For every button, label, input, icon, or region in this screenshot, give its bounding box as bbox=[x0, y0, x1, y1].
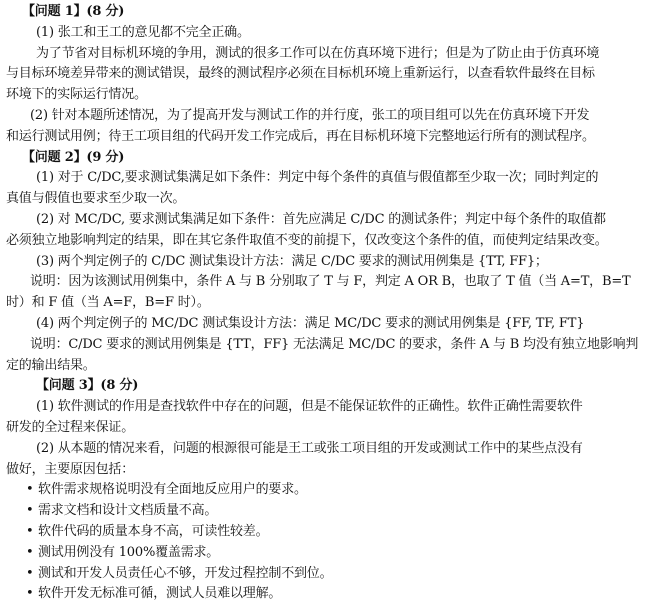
q3-bullet-item bbox=[6, 522, 645, 543]
q3-line-3: (2) 从本题的情况来看，问题的根源很可能是王工或张工项目组的开发或测试工作中的某些点没有 bbox=[36, 440, 583, 456]
q3-bullet-item bbox=[6, 501, 645, 522]
q3-bullet-item bbox=[6, 564, 645, 585]
q3-line-1: (1) 软件测试的作用是查找软件中存在的问题，但是不能保证软件的正确性。软件正确性需要软件 bbox=[36, 399, 583, 415]
q3-bullet-text: 测试用例没有 100%覆盖需求。 bbox=[38, 544, 220, 560]
q3-bullet-text: 软件代码的质量本身不高，可读性较差。 bbox=[38, 523, 269, 539]
q1-line-4: 环境下的实际运行情况。 bbox=[6, 87, 147, 103]
q1-line-5: (2) 针对本题所述情况，为了提高开发与测试工作的并行度，张工的项目组可以先在仿真环境下开发 bbox=[30, 107, 590, 123]
q2-line-6: 说明：因为该测试用例集中，条件 A 与 B 分别取了 T 与 F，判定 A OR B，也取了 T 值（当 A=T，B=T bbox=[30, 274, 631, 290]
q1-line-6: 和运行测试用例；待王工项目组的代码开发工作完成后，再在目标机环境下完整地运行所有的测试程序。 bbox=[6, 128, 595, 144]
q1-line-1: (1) 张工和王工的意见都不完全正确。 bbox=[36, 24, 250, 40]
q2-line-8: (4) 两个判定例子的 MC/DC 测试集设计方法：满足 MC/DC 要求的测试用例集是 {FF, TF, FT} bbox=[36, 315, 585, 331]
q3-bullet-item bbox=[6, 543, 645, 564]
bullet-icon: • bbox=[26, 544, 34, 560]
q1-line-3: 与目标环境差异带来的测试错误，最终的测试程序必须在目标机环境上重新运行，以查看软件最终在目标 bbox=[6, 66, 595, 82]
bullet-icon: • bbox=[26, 482, 34, 498]
q2-line-5: (3) 两个判定例子的 C/DC 测试集设计方法：满足 C/DC 要求的测试用例集是 {TT, FF}； bbox=[36, 253, 548, 269]
q2-line-4: 必须独立地影响判定的结果，即在其它条件取值不变的前提下，仅改变这个条件的值，而使判定结果改变。 bbox=[6, 232, 608, 248]
q3-line-4: 做好，主要原因包括： bbox=[6, 461, 135, 477]
bullet-icon: • bbox=[26, 586, 34, 602]
q3-bullet-item bbox=[6, 584, 645, 605]
bullet-icon: • bbox=[26, 523, 34, 539]
q2-line-7: 时）和 F 值（当 A=F，B=F 时）。 bbox=[6, 295, 210, 311]
q2-line-10: 定的输出结果。 bbox=[6, 357, 96, 373]
q1-heading: 【问题 1】(8 分) bbox=[22, 4, 125, 19]
q2-line-1: (1) 对于 C/DC,要求测试集满足如下条件：判定中每个条件的真值与假值都至少取一次；同时判定的 bbox=[36, 170, 599, 186]
q2-line-2: 真值与假值也要求至少取一次。 bbox=[6, 191, 186, 207]
q1-line-2: 为了节省对目标机环境的争用，测试的很多工作可以在仿真环境下进行；但是为了防止由于仿真环境 bbox=[36, 45, 600, 61]
bullet-icon: • bbox=[26, 503, 34, 519]
q3-bullet-text: 软件需求规格说明没有全面地反应用户的要求。 bbox=[38, 482, 307, 498]
bullet-icon: • bbox=[26, 565, 34, 581]
q3-bullet-text: 需求文档和设计文档质量不高。 bbox=[38, 503, 218, 519]
q2-line-3: (2) 对 MC/DC, 要求测试集满足如下条件：首先应满足 C/DC 的测试条件；判定中每个条件的取值都 bbox=[36, 211, 606, 227]
q3-bullet-text: 软件开发无标准可循，测试人员难以理解。 bbox=[38, 586, 282, 602]
q2-line-9: 说明：C/DC 要求的测试用例集是 {TT，FF} 无法满足 MC/DC 的要求，条件 A 与 B 均没有独立地影响判 bbox=[30, 336, 639, 352]
q2-heading: 【问题 2】(9 分) bbox=[22, 149, 125, 165]
q3-heading: 【问题 3】(8 分) bbox=[36, 378, 139, 394]
q3-bullet-text: 测试和开发人员责任心不够，开发过程控制不到位。 bbox=[38, 565, 333, 581]
q3-bullet-item bbox=[6, 480, 645, 501]
q3-line-2: 研发的全过程来保证。 bbox=[6, 419, 135, 435]
